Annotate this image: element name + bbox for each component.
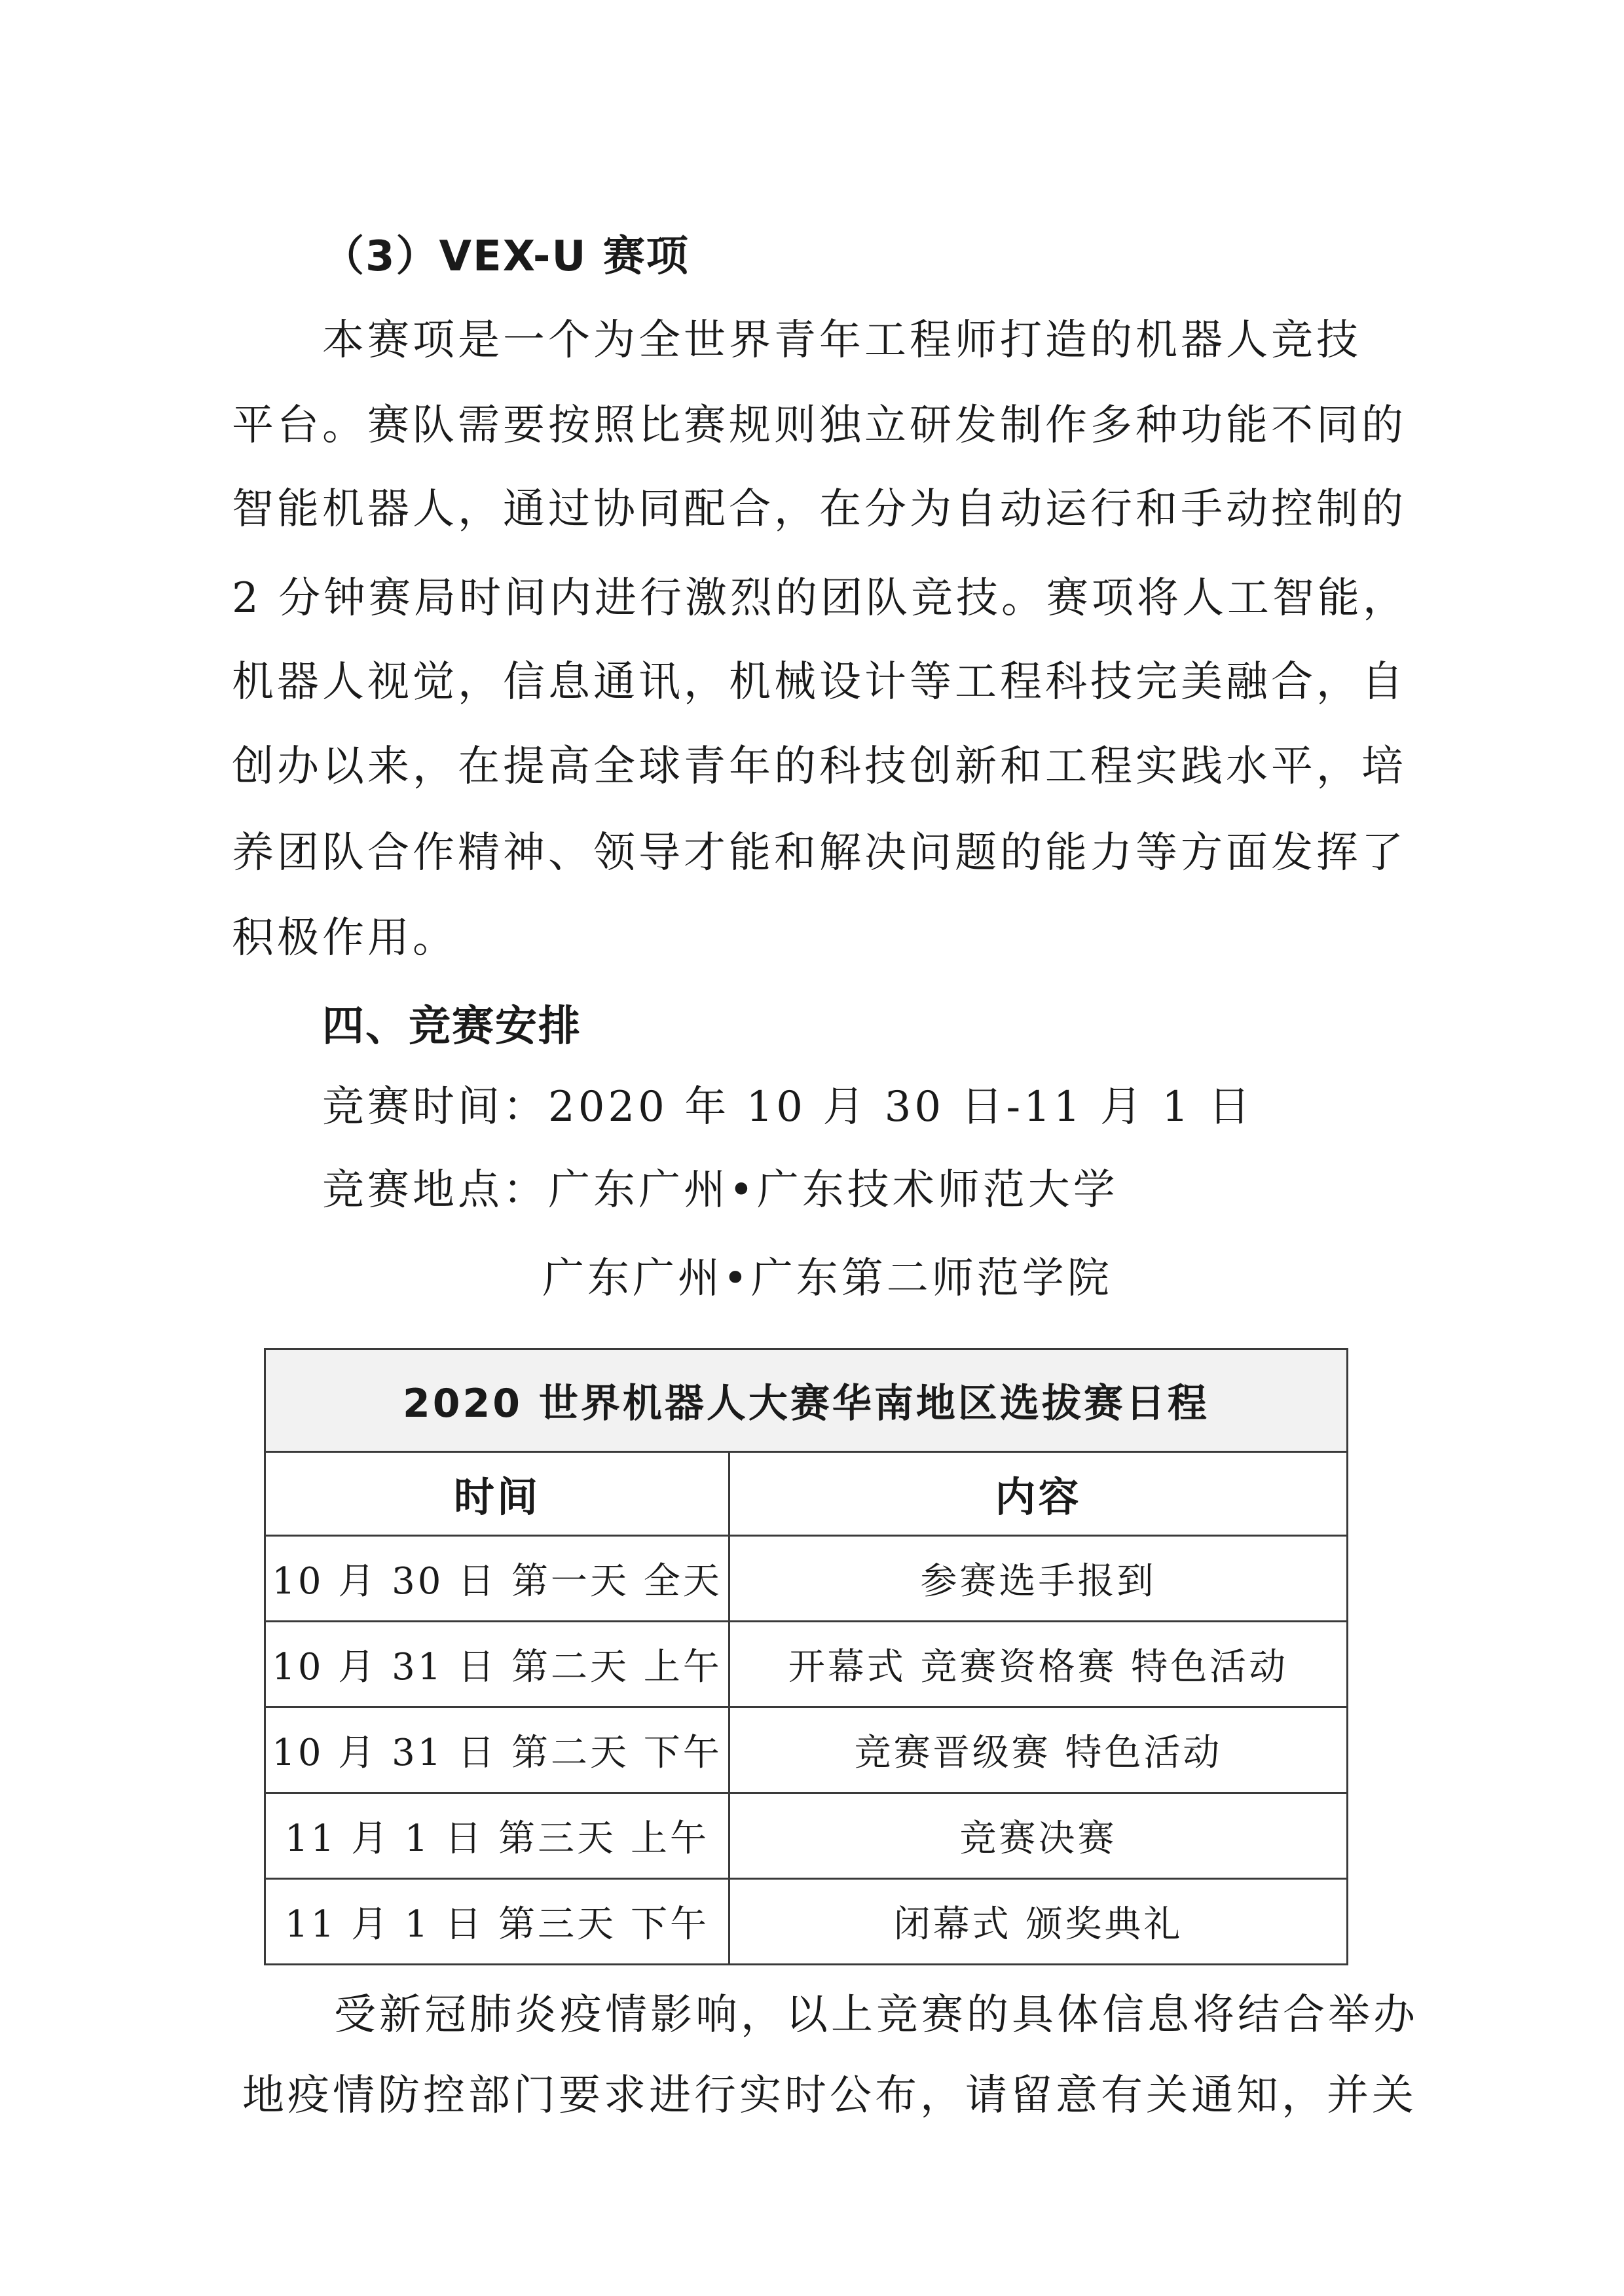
table-row bbox=[265, 1536, 1348, 1622]
table-row bbox=[265, 1879, 1348, 1965]
cell-time: 10 月 31 日 第二天 下午 bbox=[265, 1707, 729, 1793]
paragraph-line: 地疫情防控部门要求进行实时公布，请留意有关通知，并关 bbox=[242, 2071, 1417, 2120]
cell-content: 参赛选手报到 bbox=[729, 1536, 1348, 1622]
table-row bbox=[265, 1622, 1348, 1707]
cell-time: 11 月 1 日 第三天 上午 bbox=[265, 1793, 729, 1879]
paragraph-line: 平台。赛队需要按照比赛规则独立研发制作多种功能不同的 bbox=[232, 401, 1407, 450]
table-row bbox=[265, 1793, 1348, 1879]
section-heading-vex-u: （3）VEX-U 赛项 bbox=[322, 232, 690, 281]
cell-content: 闭幕式 颁奖典礼 bbox=[729, 1879, 1348, 1965]
cell-time: 10 月 31 日 第二天 上午 bbox=[265, 1622, 729, 1707]
table-title: 2020 世界机器人大赛华南地区选拔赛日程 bbox=[265, 1349, 1348, 1452]
paragraph-line: 创办以来，在提高全球青年的科技创新和工程实践水平，培 bbox=[232, 742, 1407, 791]
competition-time: 竞赛时间：2020 年 10 月 30 日-11 月 1 日 bbox=[322, 1083, 1254, 1131]
cell-time: 11 月 1 日 第三天 下午 bbox=[265, 1879, 729, 1965]
section-heading-schedule: 四、竞赛安排 bbox=[322, 1002, 581, 1051]
paragraph-line: 机器人视觉，信息通讯，机械设计等工程科技完美融合，自 bbox=[232, 658, 1407, 706]
schedule-table bbox=[264, 1348, 1348, 1965]
column-header-content: 内容 bbox=[729, 1452, 1348, 1536]
table-row bbox=[265, 1707, 1348, 1793]
column-header-time: 时间 bbox=[265, 1452, 729, 1536]
paragraph-line: 积极作用。 bbox=[232, 914, 458, 962]
paragraph-line: 受新冠肺炎疫情影响，以上竞赛的具体信息将结合举办 bbox=[334, 1991, 1418, 2039]
cell-content: 竞赛决赛 bbox=[729, 1793, 1348, 1879]
cell-time: 10 月 30 日 第一天 全天 bbox=[265, 1536, 729, 1622]
paragraph-line: 本赛项是一个为全世界青年工程师打造的机器人竞技 bbox=[322, 316, 1361, 365]
paragraph-line: 养团队合作精神、领导才能和解决问题的能力等方面发挥了 bbox=[232, 829, 1407, 877]
competition-venue: 竞赛地点：广东广州•广东技术师范大学 bbox=[322, 1166, 1118, 1214]
competition-venue-2: 广东广州•广东第二师范学院 bbox=[542, 1254, 1113, 1303]
cell-content: 竞赛晋级赛 特色活动 bbox=[729, 1707, 1348, 1793]
cell-content: 开幕式 竞赛资格赛 特色活动 bbox=[729, 1622, 1348, 1707]
paragraph-line: 智能机器人，通过协同配合，在分为自动运行和手动控制的 bbox=[232, 485, 1407, 534]
paragraph-line: 2 分钟赛局时间内进行激烈的团队竞技。赛项将人工智能， bbox=[232, 574, 1409, 623]
